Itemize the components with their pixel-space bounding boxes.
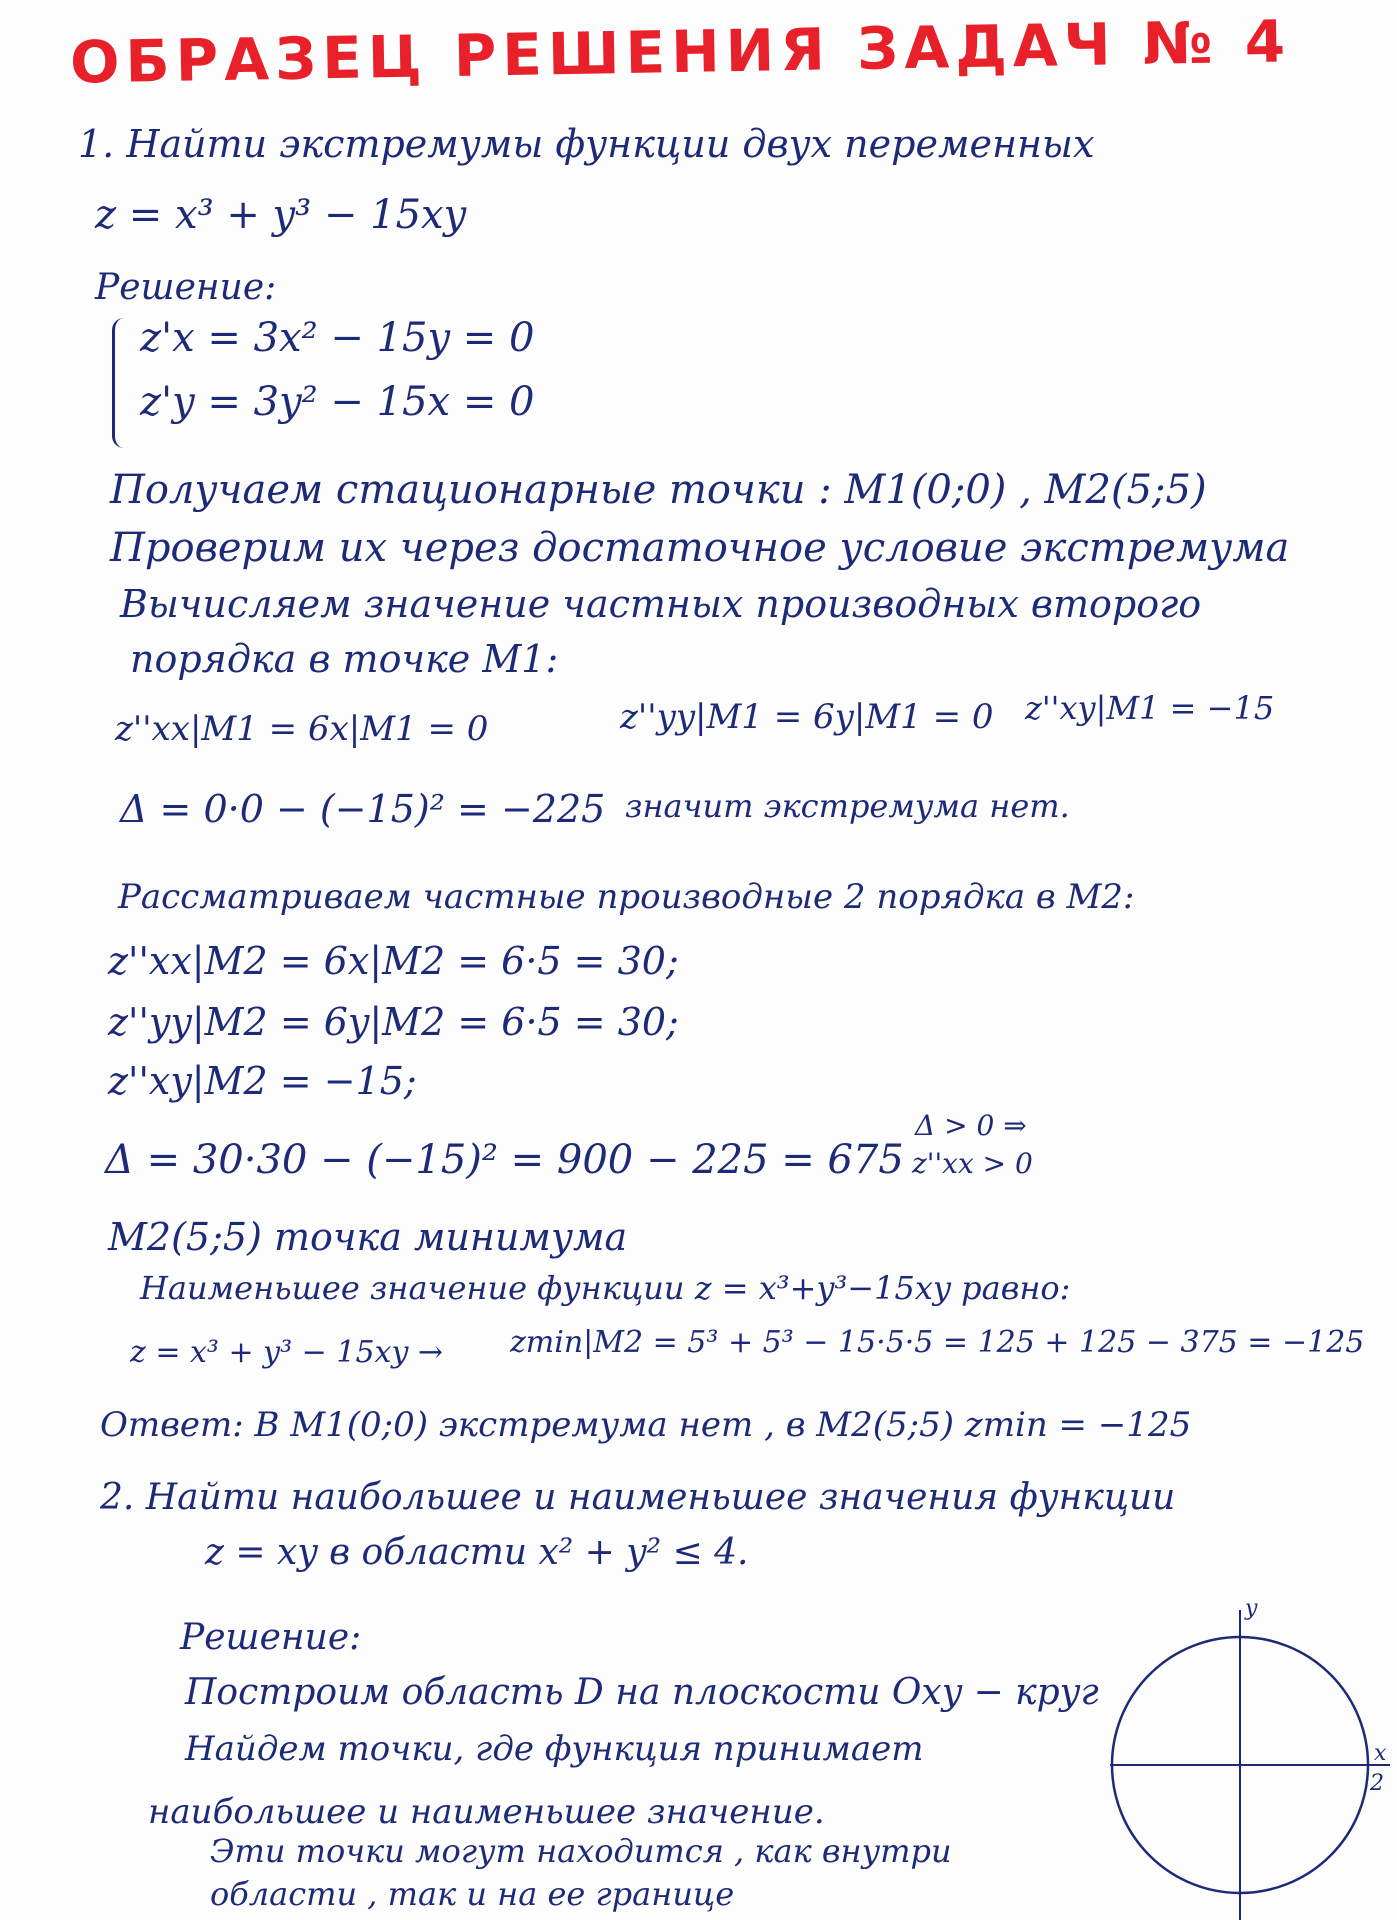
task-1-function: z = x³ + y³ − 15xy xyxy=(95,192,467,238)
circle-region-diagram xyxy=(1090,1590,1390,1920)
solution-label-2: Решение: xyxy=(180,1617,362,1658)
stationary-points: Получаем стационарные точки : M1(0;0) , M2(5;5) xyxy=(110,467,1207,513)
build-region: Построим область D на плоскости Oxy − круг xyxy=(185,1672,1099,1713)
x-axis-label: x xyxy=(1374,1741,1387,1766)
y-axis-label: y xyxy=(1245,1596,1258,1621)
region-boundary: области , так и на ее границе xyxy=(210,1875,735,1913)
zmin-calculation: zmin|M2 = 5³ + 5³ − 15·5·5 = 125 + 125 − 375 = −125 xyxy=(510,1325,1365,1360)
page-title: ОБРАЗЕЦ РЕШЕНИЯ ЗАДАЧ № 4 xyxy=(69,7,1292,97)
max-min-value: наибольшее и наименьшее значение. xyxy=(148,1792,825,1832)
zxy-at-m2: z''xy|M2 = −15; xyxy=(108,1059,417,1103)
minimum-point: M2(5;5) точка минимума xyxy=(108,1215,628,1259)
find-points: Найдем точки, где функция принимает xyxy=(185,1729,924,1769)
points-location: Эти точки могут находится , как внутри xyxy=(210,1832,952,1870)
zxx-positive: z''xx > 0 xyxy=(912,1147,1033,1180)
min-value-statement: Наименьшее значение функции z = x³+y³−15xy равно: xyxy=(140,1269,1071,1307)
delta-at-m1: Δ = 0·0 − (−15)² = −225 xyxy=(120,787,606,831)
system-eq-2: z'y = 3y² − 15x = 0 xyxy=(140,379,535,425)
radius-label: 2 xyxy=(1370,1771,1384,1796)
zxx-at-m1: z''xx|M1 = 6x|M1 = 0 xyxy=(115,709,489,749)
order-at-m1: порядка в точке M1: xyxy=(130,637,559,681)
function-formula: z = x³ + y³ − 15xy → xyxy=(130,1335,444,1370)
answer-task-1: Ответ: В M1(0;0) экстремума нет , в M2(5;5) zmin = −125 xyxy=(100,1405,1192,1445)
check-sufficient-condition: Проверим их через достаточное условие экстремума xyxy=(110,525,1290,571)
task-2-statement: 2. Найти наибольшее и наименьшее значения функции xyxy=(100,1477,1176,1518)
compute-second-derivatives: Вычисляем значение частных производных второго xyxy=(120,582,1202,626)
zxx-at-m2: z''xx|M2 = 6x|M2 = 6·5 = 30; xyxy=(108,939,679,983)
task-2-function: z = xy в области x² + y² ≤ 4. xyxy=(205,1532,749,1573)
no-extremum-m1: значит экстремума нет. xyxy=(625,787,1070,825)
solution-label-1: Решение: xyxy=(95,267,277,308)
consider-derivatives-m2: Рассматриваем частные производные 2 порядка в M2: xyxy=(118,877,1135,917)
zyy-at-m2: z''yy|M2 = 6y|M2 = 6·5 = 30; xyxy=(108,1000,679,1044)
delta-at-m2: Δ = 30·30 − (−15)² = 900 − 225 = 675 xyxy=(105,1137,904,1183)
system-eq-1: z'x = 3x² − 15y = 0 xyxy=(140,315,535,361)
zyy-at-m1: z''yy|M1 = 6y|M1 = 0 xyxy=(620,697,994,737)
zxy-at-m1: z''xy|M1 = −15 xyxy=(1025,689,1275,727)
task-1-statement: 1. Найти экстремумы функции двух переменных xyxy=(78,122,1095,166)
system-brace xyxy=(112,318,129,448)
delta-positive: Δ > 0 ⇒ xyxy=(915,1109,1027,1142)
